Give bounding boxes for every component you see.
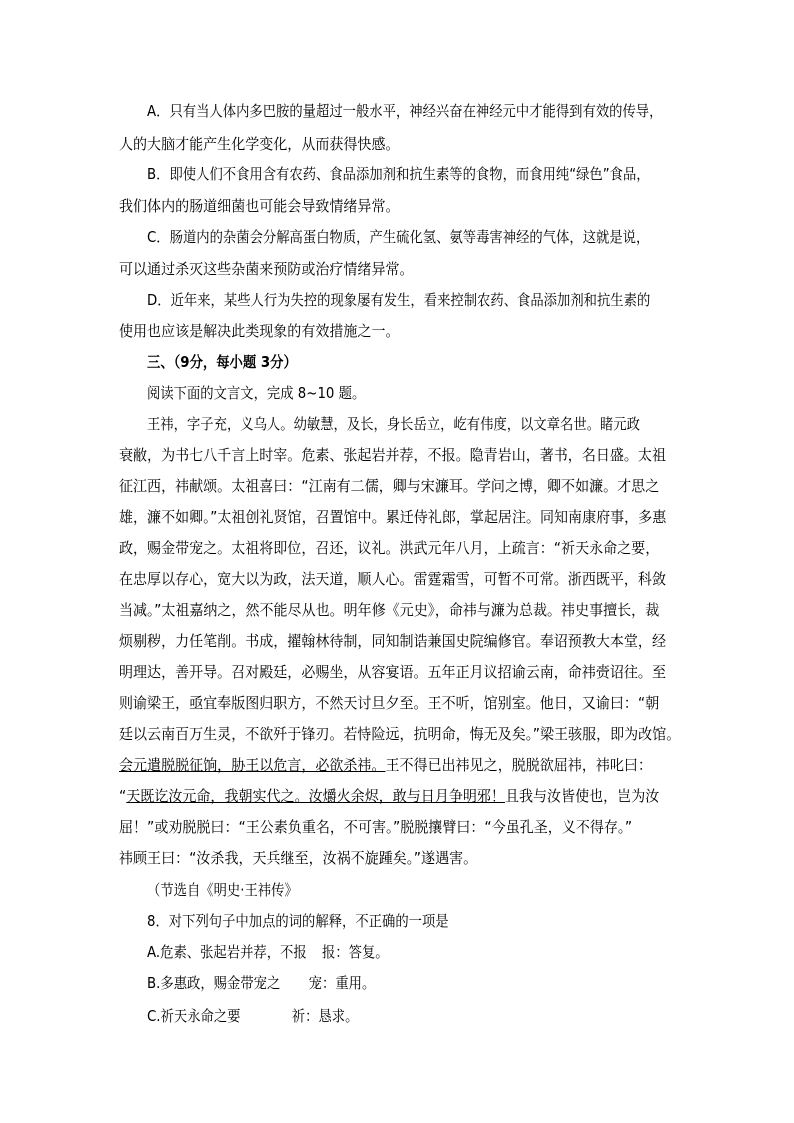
passage-line: 征江西，祎献颂。太祖喜曰：“江南有二儒，卿与宋濂耳。学问之博，卿不如濂。才思之 (119, 477, 660, 495)
passage-text: 且我与汝皆使也，岂为汝 (504, 787, 660, 805)
question-8-stem: 8．对下列句子中加点的词的解释，不正确的一项是 (147, 912, 449, 930)
passage-line: 烦剔秽，力任笔削。书成，擢翰林待制，同知制诰兼国史院编修官。奉诏预教大本堂，经 (119, 632, 666, 650)
passage-line: 屈！”或劝脱脱曰：“王公素负重名，不可害。”脱脱攘臂曰：“今虽孔圣，义不得存。” (119, 818, 633, 836)
question-8-choice-b (147, 973, 680, 993)
option-a-line-1: A．只有当人体内多巴胺的量超过一般水平，神经兴奋在神经元中才能得到有效的传导， (147, 102, 663, 120)
question-8-choice-c (147, 1006, 680, 1026)
option-c-line-1: C．肠道内的杂菌会分解高蛋白物质，产生硫化氢、氨等毒害神经的气体，这就是说， (147, 228, 650, 246)
open-quote: “ (119, 787, 127, 805)
option-c-line-2: 可以通过杀灭这些杂菌来预防或治疗情绪异常。 (119, 260, 414, 278)
choice-gloss: 祈：恳求。 (291, 1007, 359, 1025)
passage-line: 在忠厚以存心，宽大以为政，法天道，顺人心。雷霆霜雪，可暂不可常。浙西既平，科敛 (119, 570, 666, 588)
passage-line: 廷以云南百万生灵，不欲歼于锋刃。若恃险远，抗明命，悔无及矣。”梁王骇服，即为改馆。 (119, 725, 681, 743)
passage-line-12 (119, 755, 680, 775)
option-d-line-1: D．近年来，某些人行为失控的现象屡有发生，看来控制农药、食品添加剂和抗生素的 (147, 291, 651, 309)
passage-line: 雄，濂不如卿。”太祖创礼贤馆，召置馆中。累迁侍礼郎，掌起居注。同知南康府事，多惠 (119, 508, 667, 526)
passage-line: 衰敝，为书七八千言上时宰。危素、张起岩并荐，不报。隐青岩山，著书，名日盛。太祖 (119, 446, 666, 464)
passage-line: 政，赐金带宠之。太祖将即位，召还，议礼。洪武元年八月，上疏言：“祈天永命之要， (119, 539, 660, 557)
passage-line: 则谕梁王，亟宜奉版图归职方，不然天讨旦夕至。王不听，馆别室。他日，又谕曰：“朝 (119, 694, 660, 712)
option-b-line-2: 我们体内的肠道细菌也可能会导致情绪异常。 (119, 197, 400, 215)
option-d-line-2: 使用也应该是解决此类现象的有效措施之一。 (119, 322, 400, 340)
choice-gloss: 宠：重用。 (308, 974, 376, 992)
choice-sentence: C.祈天永命之要 (147, 1007, 241, 1025)
question-8-choice-a (147, 942, 680, 962)
passage-source: （节选自《明史·王祎传》 (147, 881, 298, 899)
option-a-line-2: 人的大脑才能产生化学变化，从而获得快感。 (119, 135, 400, 153)
passage-text: 王不得已出祎见之，脱脱欲屈祎，祎叱曰： (385, 756, 652, 774)
underlined-sentence: 天既讫汝元命，我朝实代之。汝爝火余烬，敢与日月争明邪！ (126, 787, 505, 805)
section-instruction: 阅读下面的文言文，完成 8~10 题。 (147, 384, 366, 402)
option-b-line-1: B．即使人们不食用含有农药、食品添加剂和抗生素等的食物，而食用纯“绿色”食品， (147, 165, 650, 183)
choice-gloss: 报：答复。 (321, 943, 389, 961)
passage-line: 明理达，善开导。召对殿廷，必赐坐，从容宴语。五年正月议招谕云南，命祎赍诏往。至 (119, 663, 666, 681)
passage-line: 当减。”太祖嘉纳之，然不能尽从也。明年修《元史》，命祎与濂为总裁。祎史事擅长，裁 (119, 601, 660, 619)
passage-line-13 (119, 786, 680, 806)
underlined-sentence: 会元遣脱脱征饷，胁王以危言，必欲杀祎。 (119, 756, 386, 774)
section-heading: 三、（9分，每小题 3分） (147, 353, 297, 371)
choice-sentence: A.危素、张起岩并荐，不报 (147, 943, 307, 961)
passage-line: 王祎，字子充，义乌人。幼敏慧，及长，身长岳立，屹有伟度，以文章名世。睹元政 (147, 415, 641, 433)
passage-line: 祎顾王曰：“汝杀我，天兵继至，汝祸不旋踵矣。”遂遇害。 (119, 849, 478, 867)
choice-sentence: B.多惠政，赐金带宠之 (147, 974, 281, 992)
